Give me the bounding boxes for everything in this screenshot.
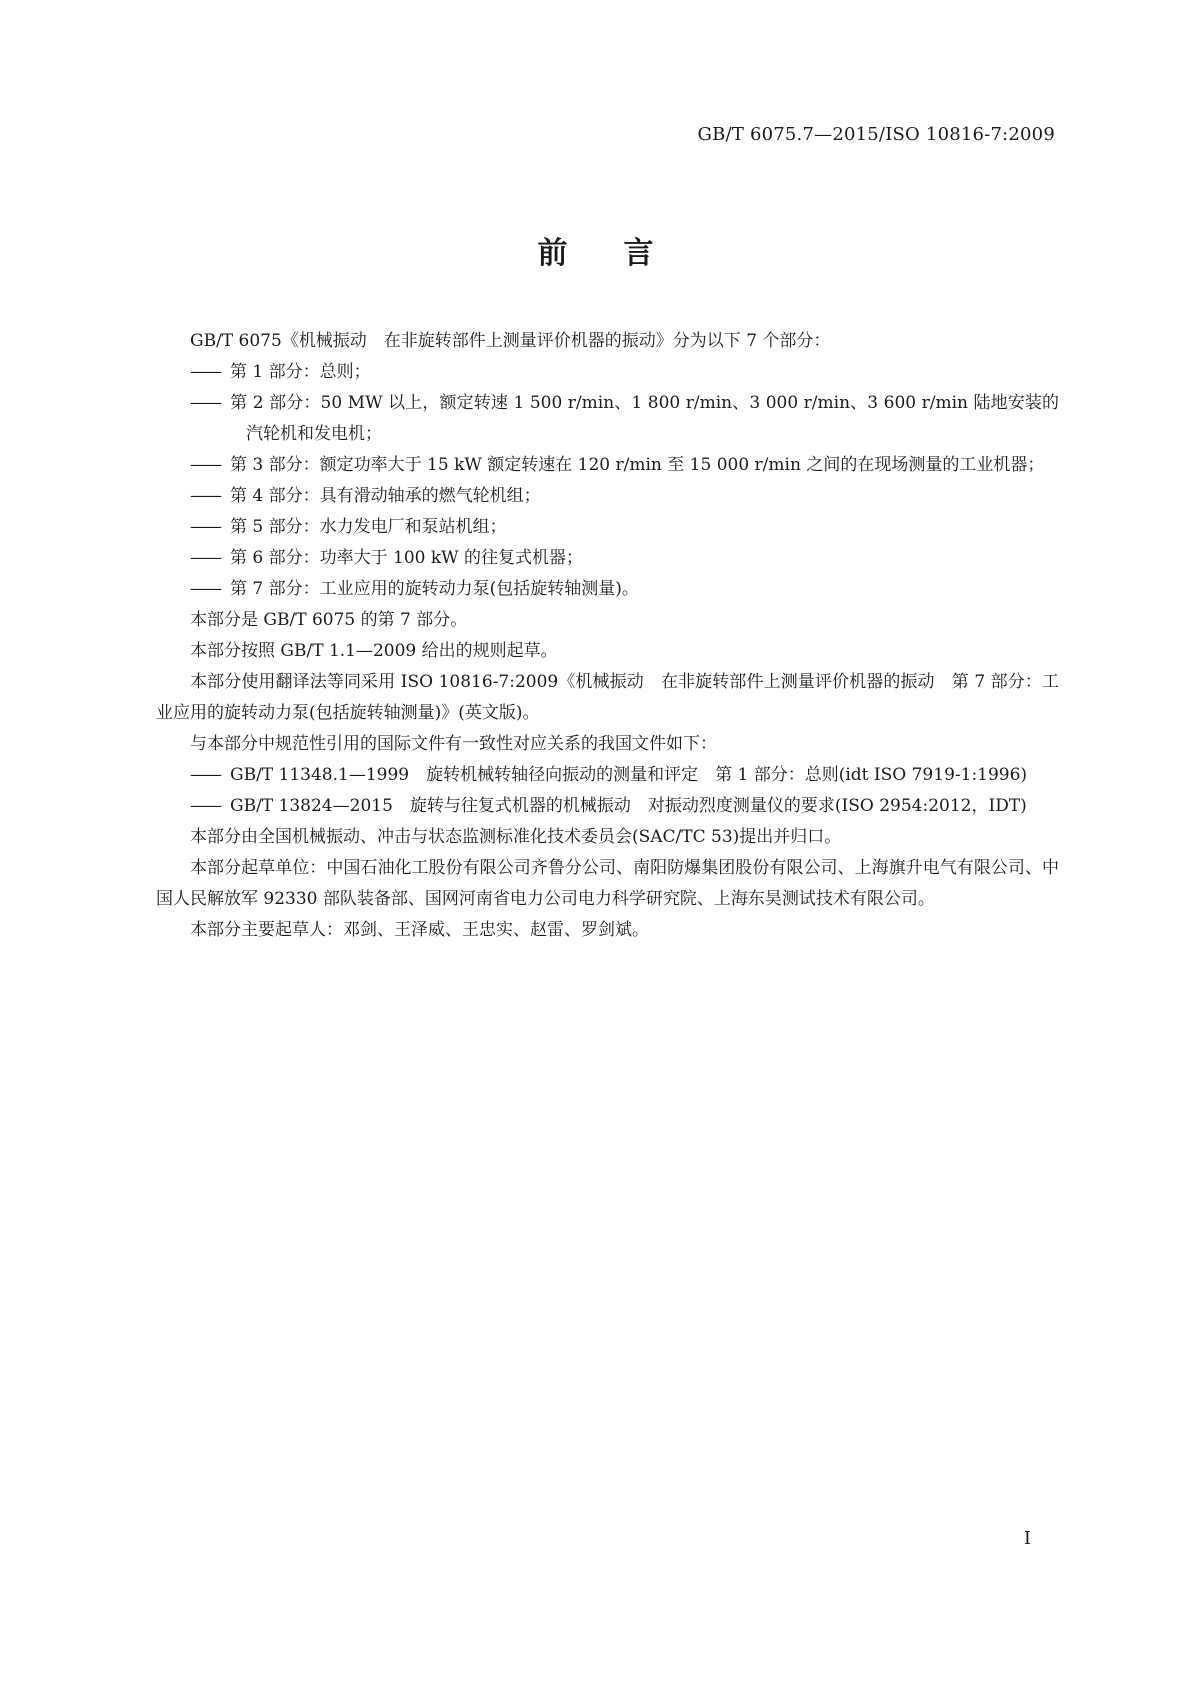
- list-item-text: GB/T 13824—2015 旋转与往复式机器的机械振动 对振动烈度测量仪的要求(ISO 2954:2012，IDT): [230, 796, 1027, 816]
- list-item-text: 第 3 部分：额定功率大于 15 kW 额定转速在 120 r/min 至 15 000 r/min 之间的在现场测量的工业机器；: [230, 455, 1045, 475]
- list-item-text: 第 4 部分：具有滑动轴承的燃气轮机组；: [230, 486, 541, 506]
- list-dash: ——: [190, 579, 220, 599]
- list-dash: ——: [190, 765, 220, 785]
- paragraph: 本部分使用翻译法等同采用 ISO 10816-7:2009《机械振动 在非旋转部件上测量评价机器的振动 第 7 部分：工业应用的旋转动力泵(包括旋转轴测量)》(英文版)。: [156, 672, 1059, 723]
- paragraph: 本部分由全国机械振动、冲击与状态监测标准化技术委员会(SAC/TC 53)提出并归口。: [190, 827, 842, 847]
- list-item: [190, 388, 1059, 450]
- list-item-text: 第 2 部分：50 MW 以上，额定转速 1 500 r/min、1 800 r/min、3 000 r/min、3 600 r/min 陆地安装的汽轮机和发电机；: [230, 393, 1059, 444]
- list-item-text: GB/T 11348.1—1999 旋转机械转轴径向振动的测量和评定 第 1 部分：总则(idt ISO 7919-1:1996): [230, 765, 1028, 785]
- paragraph: 与本部分中规范性引用的国际文件有一致性对应关系的我国文件如下：: [190, 734, 717, 754]
- paragraph: GB/T 6075《机械振动 在非旋转部件上测量评价机器的振动》分为以下 7 个部分：: [190, 331, 831, 351]
- document-body: [156, 326, 1059, 946]
- paragraph: 本部分按照 GB/T 1.1—2009 给出的规则起草。: [190, 641, 558, 661]
- page-title: 前言: [537, 236, 710, 271]
- list-dash: ——: [190, 486, 220, 506]
- list-item-text: 第 1 部分：总则；: [230, 362, 371, 382]
- list-dash: ——: [190, 455, 220, 475]
- list-dash: ——: [190, 393, 220, 413]
- list-dash: ——: [190, 517, 220, 537]
- paragraph: 本部分起草单位：中国石油化工股份有限公司齐鲁分公司、南阳防爆集团股份有限公司、上海旗升电气有限公司、中国人民解放军 92330 部队装备部、国网河南省电力公司电力科学研究院、上海东昊测试技术有限公司。: [156, 858, 1059, 909]
- list-item: [190, 450, 1059, 481]
- list-item-text: 第 7 部分：工业应用的旋转动力泵(包括旋转轴测量)。: [230, 579, 639, 599]
- list-item-text: 第 6 部分：功率大于 100 kW 的往复式机器；: [230, 548, 584, 568]
- list-item: [190, 481, 1059, 512]
- list-dash: ——: [190, 548, 220, 568]
- list-item: [190, 357, 1059, 388]
- standard-code-header: GB/T 6075.7—2015/ISO 10816-7:2009: [697, 124, 1055, 145]
- paragraph: 本部分是 GB/T 6075 的第 7 部分。: [190, 610, 468, 630]
- page-number: I: [1023, 1528, 1031, 1549]
- list-dash: ——: [190, 796, 220, 816]
- list-item: [190, 791, 1059, 822]
- list-item: [190, 512, 1059, 543]
- list-item: [190, 574, 1059, 605]
- list-item: [190, 543, 1059, 574]
- list-item-text: 第 5 部分：水力发电厂和泵站机组；: [230, 517, 507, 537]
- paragraph: 本部分主要起草人：邓剑、王泽威、王忠实、赵雷、罗剑斌。: [190, 920, 649, 940]
- list-dash: ——: [190, 362, 220, 382]
- list-item: [190, 760, 1059, 791]
